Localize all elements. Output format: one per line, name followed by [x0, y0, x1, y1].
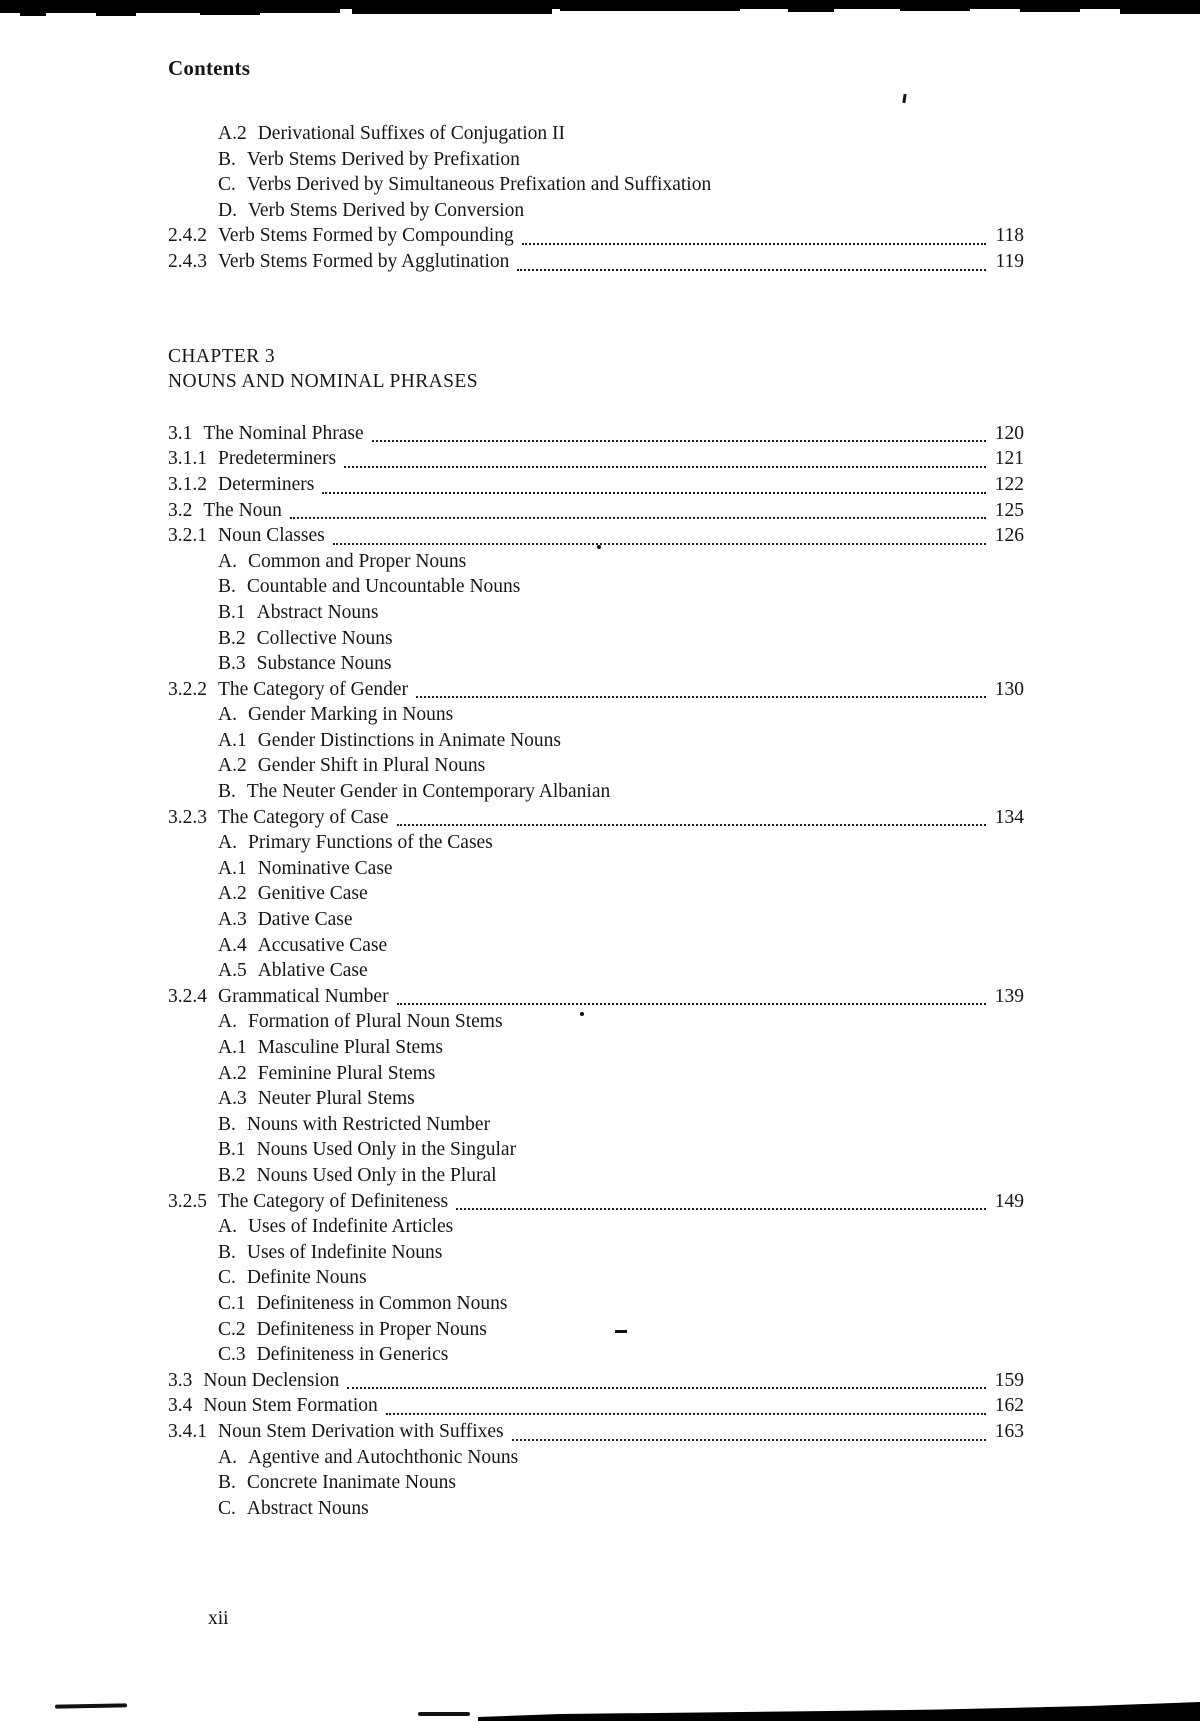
- toc-entry-title: Agentive and Autochthonic Nouns: [247, 1446, 519, 1468]
- toc-entry-number: A.5: [218, 960, 247, 982]
- toc-entry-number: 3.2.4: [168, 985, 207, 1007]
- toc-entry-title: Nouns Used Only in the Singular: [256, 1139, 517, 1161]
- toc-entry-number: B.3: [218, 653, 246, 675]
- toc-entry-title: The Nominal Phrase: [203, 422, 364, 444]
- chapter-title: NOUNS AND NOMINAL PHRASES: [168, 371, 478, 393]
- toc-entry-title: Uses of Indefinite Nouns: [246, 1241, 443, 1263]
- toc-entry: [168, 223, 1024, 249]
- toc-entry-title: Verb Stems Derived by Conversion: [247, 199, 525, 221]
- toc-entry-page: 120: [994, 422, 1024, 444]
- toc-entry-title: Noun Stem Derivation with Suffixes: [218, 1420, 504, 1442]
- toc-entry-number: A.1: [218, 1037, 247, 1058]
- toc-entry-number: 3.3: [168, 1369, 193, 1391]
- toc-entry: [168, 1317, 1024, 1343]
- toc-entry-title: Neuter Plural Stems: [257, 1088, 415, 1110]
- toc-entry-title: Uses of Indefinite Articles: [247, 1216, 454, 1238]
- toc-entry-number: A.3: [218, 909, 247, 931]
- toc-entry-number: C.1: [218, 1292, 246, 1314]
- toc-entry: [168, 472, 1024, 498]
- toc-entry-page: 125: [994, 499, 1024, 521]
- toc-entry: [168, 1112, 1024, 1138]
- toc-entry: [168, 421, 1024, 447]
- chapter-heading: [168, 344, 1024, 395]
- toc-entry: [168, 172, 1024, 198]
- toc-entry-title: Abstract Nouns: [256, 601, 379, 623]
- toc-entry-page: 134: [994, 806, 1024, 828]
- toc-entry-number: A.2: [218, 883, 247, 905]
- toc-entry-title: The Category of Definiteness: [218, 1190, 449, 1212]
- toc-entry-title: Nouns with Restricted Number: [246, 1113, 491, 1135]
- chapter-number: CHAPTER 3: [168, 345, 276, 367]
- toc-entry-title: Gender Marking in Nouns: [247, 704, 454, 726]
- toc-entry-number: A.4: [218, 934, 247, 956]
- dotted-leader: [333, 543, 986, 545]
- toc-entry: [168, 958, 1024, 984]
- toc-entry: [168, 1009, 1024, 1035]
- toc-entry-number: 3.2.3: [168, 806, 207, 828]
- toc-entry-page: 121: [994, 448, 1024, 470]
- toc-entry-title: Gender Distinctions in Animate Nouns: [257, 729, 562, 751]
- toc-entry-number: 3.2: [168, 499, 193, 521]
- toc-entry: [168, 626, 1024, 652]
- toc-entry-number: A.: [218, 1011, 237, 1033]
- toc-entry-title: Noun Declension: [203, 1369, 340, 1391]
- toc-entry: [168, 830, 1024, 856]
- toc-entry-title: Countable and Uncountable Nouns: [246, 576, 521, 598]
- toc-entry: [168, 677, 1024, 703]
- toc-entry-number: B.1: [218, 601, 246, 623]
- dotted-leader: [522, 243, 986, 245]
- dotted-leader: [512, 1439, 986, 1441]
- toc-entry-title: Definite Nouns: [246, 1267, 367, 1289]
- toc-entry-number: C.: [218, 1267, 236, 1289]
- toc-entry: [168, 249, 1024, 275]
- toc-entry-number: D.: [218, 199, 237, 221]
- toc-entry: [168, 1137, 1024, 1163]
- toc-entry-number: A.2: [218, 1062, 247, 1084]
- toc-entry-number: C.3: [218, 1344, 246, 1366]
- toc-entry: [168, 549, 1024, 575]
- toc-entry-title: The Noun: [203, 499, 282, 521]
- toc-entry: [168, 1368, 1024, 1394]
- toc-entry-title: Noun Stem Formation: [203, 1395, 378, 1417]
- toc-entry-title: Common and Proper Nouns: [247, 550, 467, 572]
- toc-entry: [168, 1470, 1024, 1496]
- toc-entry-title: Verb Stems Formed by Compounding: [218, 225, 514, 247]
- toc-entry-page: 118: [995, 225, 1024, 247]
- toc-entry-number: A.: [218, 550, 237, 572]
- toc-entry: [168, 907, 1024, 933]
- toc-entry-page: 126: [994, 525, 1024, 547]
- toc-entry: [168, 651, 1024, 677]
- toc-entry-page: 122: [994, 473, 1024, 495]
- toc-entry: [168, 198, 1024, 224]
- toc-entry-number: A.: [218, 832, 237, 854]
- toc-entry-number: 3.1.1: [168, 448, 207, 470]
- toc-entry-number: 3.2.2: [168, 678, 207, 700]
- scan-artifact: [580, 1012, 584, 1016]
- toc-entry-title: Predeterminers: [218, 448, 337, 470]
- toc-entry-title: Gender Shift in Plural Nouns: [257, 755, 486, 777]
- toc-entry-number: B.2: [218, 627, 246, 649]
- toc-entry-number: A.1: [218, 729, 247, 751]
- toc-entry-title: The Category of Case: [218, 806, 389, 828]
- toc-entry-number: B.: [218, 1113, 236, 1135]
- toc-entry-page: 162: [994, 1395, 1024, 1417]
- toc-entry: [168, 574, 1024, 600]
- toc-entry-number: A.2: [218, 755, 247, 777]
- toc-entry-number: 3.2.5: [168, 1190, 207, 1212]
- scan-edge-top: [0, 0, 1200, 24]
- scan-edge-bottom: [0, 1697, 1200, 1721]
- toc-entry: [168, 498, 1024, 524]
- toc-entry-title: Nouns Used Only in the Plural: [256, 1164, 497, 1186]
- toc-section-2-4: [168, 121, 1024, 275]
- toc-entry-number: 3.1: [168, 422, 193, 444]
- toc-entry: [168, 1496, 1024, 1522]
- toc-entry: [168, 1291, 1024, 1317]
- scan-artifact: [615, 1330, 627, 1333]
- toc-entry: [168, 1163, 1024, 1189]
- toc-entry-number: A.1: [218, 857, 247, 879]
- toc-entry-page: 149: [994, 1190, 1024, 1212]
- toc-entry-number: 3.4.1: [168, 1420, 207, 1442]
- dotted-leader: [322, 492, 986, 494]
- dotted-leader: [347, 1387, 986, 1389]
- toc-entry: [168, 1061, 1024, 1087]
- toc-entry: [168, 446, 1024, 472]
- toc-entry-title: Substance Nouns: [256, 653, 392, 675]
- toc-entry-number: B.1: [218, 1139, 246, 1161]
- toc-entry-number: B.: [218, 148, 236, 170]
- toc-entry: [168, 1086, 1024, 1112]
- dotted-leader: [372, 440, 986, 442]
- toc-section-chapter-3: [168, 421, 1024, 1522]
- toc-entry-title: Primary Functions of the Cases: [247, 832, 493, 854]
- toc-entry-title: Genitive Case: [257, 883, 368, 905]
- dotted-leader: [397, 1003, 986, 1005]
- toc-entry: [168, 147, 1024, 173]
- toc-entry-title: Formation of Plural Noun Stems: [247, 1011, 503, 1033]
- toc-entry-number: C.2: [218, 1318, 246, 1340]
- toc-entry-number: C.: [218, 174, 236, 196]
- toc-entry: [168, 1240, 1024, 1266]
- toc-entry-title: Grammatical Number: [218, 985, 389, 1007]
- toc-entry: [168, 1189, 1024, 1215]
- toc-entry-title: Nominative Case: [257, 857, 393, 879]
- toc-entry-title: Masculine Plural Stems: [257, 1037, 443, 1058]
- toc-entry: [168, 1035, 1024, 1061]
- scan-artifact: [597, 545, 601, 549]
- toc-entry-title: Definiteness in Proper Nouns: [256, 1318, 487, 1340]
- toc-entry-title: Dative Case: [257, 909, 353, 931]
- toc-entry: [168, 753, 1024, 779]
- toc-entry: [168, 805, 1024, 831]
- toc-entry-title: Feminine Plural Stems: [257, 1062, 436, 1084]
- toc-entry-number: B.2: [218, 1164, 246, 1186]
- toc-entry-title: Determiners: [218, 473, 315, 495]
- toc-entry: [168, 121, 1024, 147]
- toc-entry-number: B.: [218, 781, 236, 803]
- toc-entry: [168, 881, 1024, 907]
- toc-entry-title: Collective Nouns: [256, 627, 393, 649]
- page-title: Contents: [168, 56, 251, 80]
- toc-entry: [168, 856, 1024, 882]
- toc-entry: [168, 1265, 1024, 1291]
- toc-entry-page: 159: [994, 1369, 1024, 1391]
- dotted-leader: [397, 824, 986, 826]
- toc-entry-number: 2.4.3: [168, 250, 207, 272]
- toc-entry: [168, 984, 1024, 1010]
- toc-entry: [168, 523, 1024, 549]
- toc-entry: [168, 702, 1024, 728]
- toc-entry: [168, 933, 1024, 959]
- toc-entry-title: Definiteness in Common Nouns: [256, 1292, 508, 1314]
- toc-entry: [168, 728, 1024, 754]
- toc-entry-title: Noun Classes: [218, 525, 325, 547]
- toc-entry-page: 163: [994, 1420, 1024, 1442]
- dotted-leader: [290, 517, 986, 519]
- toc-entry-page: 139: [994, 985, 1024, 1007]
- toc-entry-number: B.: [218, 576, 236, 598]
- dotted-leader: [456, 1208, 986, 1210]
- toc-entry-title: Verb Stems Derived by Prefixation: [246, 148, 520, 170]
- toc-entry-number: 3.2.1: [168, 525, 207, 547]
- toc-entry-title: The Category of Gender: [218, 678, 409, 700]
- toc-entry-number: 2.4.2: [168, 225, 207, 247]
- toc-entry-number: A.: [218, 704, 237, 726]
- toc-entry: [168, 1445, 1024, 1471]
- toc-entry: [168, 1393, 1024, 1419]
- toc-entry-number: B.: [218, 1241, 236, 1263]
- toc-entry-number: 3.1.2: [168, 473, 207, 495]
- toc-entry-number: A.: [218, 1216, 237, 1238]
- toc-entry-title: Definiteness in Generics: [256, 1344, 449, 1366]
- toc-entry: [168, 1419, 1024, 1445]
- toc-entry: [168, 779, 1024, 805]
- toc-entry-page: 130: [994, 678, 1024, 700]
- toc-entry-number: A.3: [218, 1088, 247, 1110]
- dotted-leader: [344, 466, 986, 468]
- toc-entry-title: Concrete Inanimate Nouns: [246, 1472, 456, 1494]
- toc-entry-number: C.: [218, 1497, 236, 1519]
- toc-entry-title: The Neuter Gender in Contemporary Albanian: [246, 781, 611, 803]
- toc-entry-title: Derivational Suffixes of Conjugation II: [257, 123, 565, 144]
- toc-entry: [168, 1342, 1024, 1368]
- toc-entry-number: 3.4: [168, 1395, 193, 1417]
- toc-entry-title: Ablative Case: [257, 960, 368, 982]
- toc-entry-number: A.2: [218, 123, 247, 144]
- dotted-leader: [517, 269, 986, 271]
- page-number-folio: xii: [208, 1608, 229, 1629]
- dotted-leader: [386, 1413, 986, 1415]
- toc-entry-title: Accusative Case: [257, 934, 388, 956]
- toc-entry-title: Abstract Nouns: [246, 1497, 369, 1519]
- dotted-leader: [416, 696, 986, 698]
- toc-entry: [168, 600, 1024, 626]
- toc-entry-number: A.: [218, 1446, 237, 1468]
- toc-entry-title: Verb Stems Formed by Agglutination: [218, 250, 510, 272]
- toc-entry-number: B.: [218, 1472, 236, 1494]
- toc-entry-page: 119: [995, 250, 1024, 272]
- toc-entry: [168, 1214, 1024, 1240]
- toc-entry-title: Verbs Derived by Simultaneous Prefixation and Suffixation: [246, 174, 712, 196]
